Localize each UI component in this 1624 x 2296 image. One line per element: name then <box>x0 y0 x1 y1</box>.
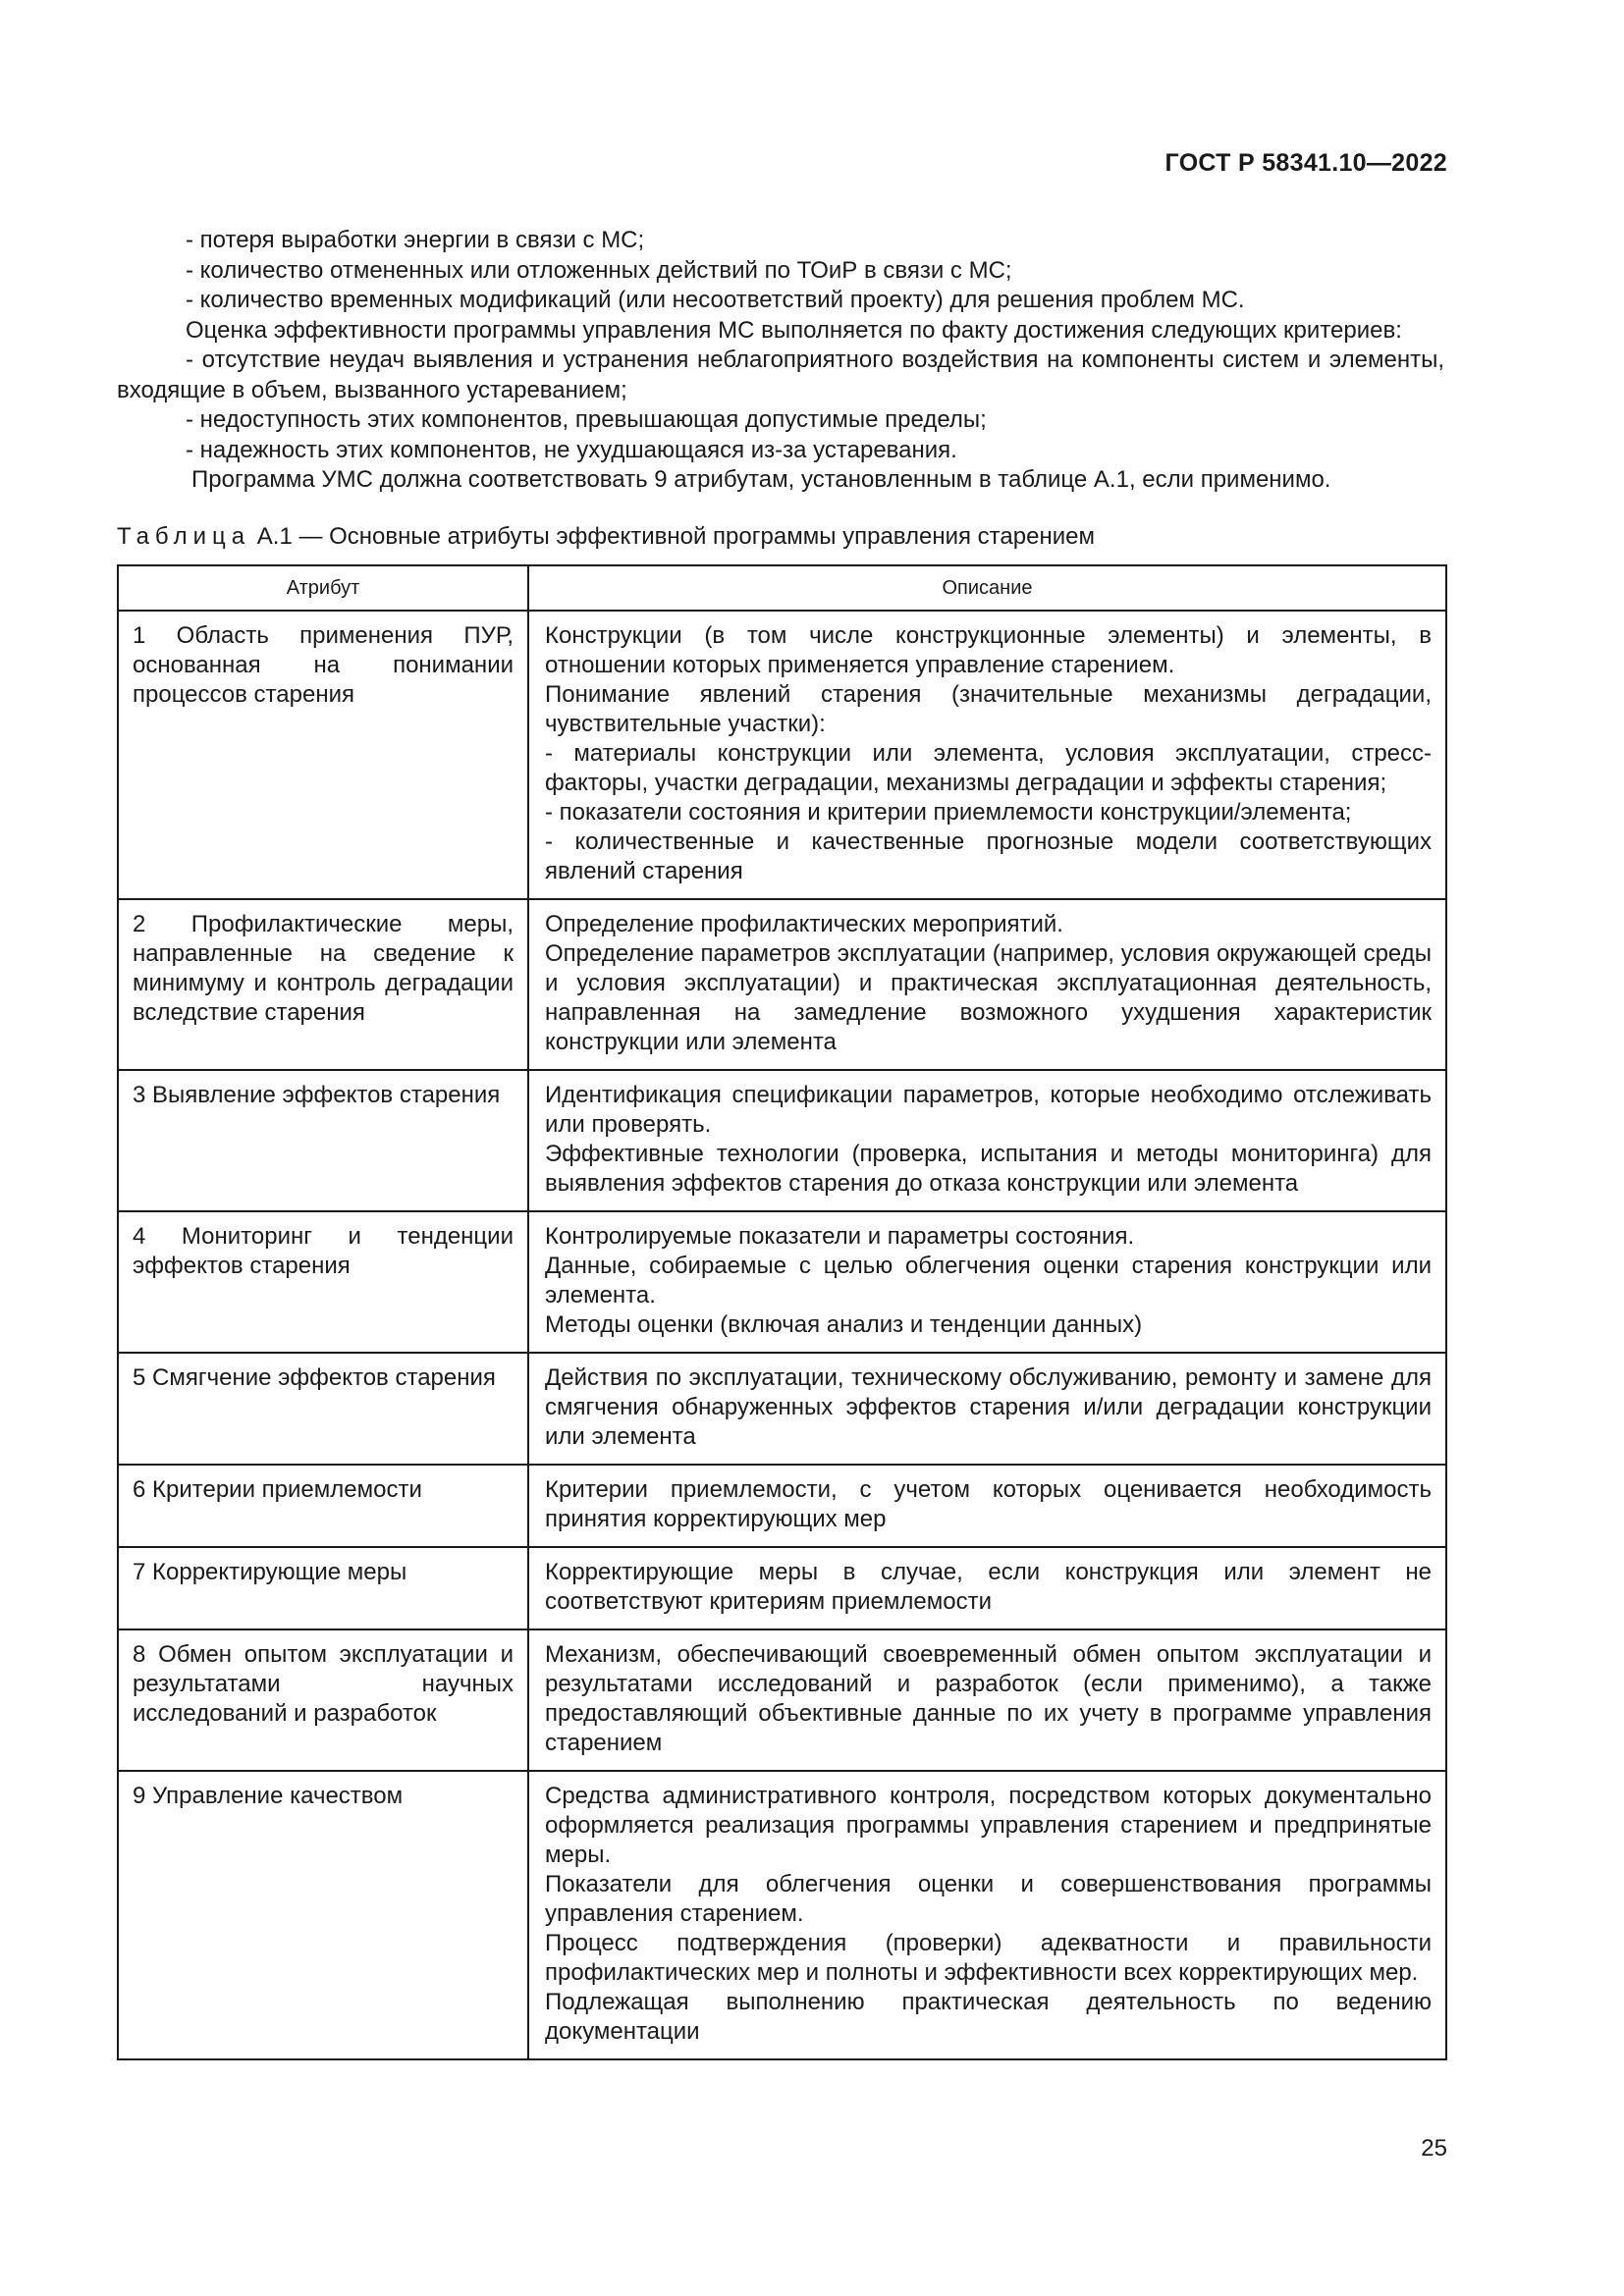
description-paragraph: - количественные и качественные прогнозные модели соответствующих явлений старения <box>545 828 1432 884</box>
description-paragraph: Эффективные технологии (проверка, испытания и методы мониторинга) для выявления эффектов старения до отказа конструкции или элемента <box>545 1141 1432 1197</box>
intro-paragraph: Программа УМС должна соответствовать 9 атрибутам, установленным в таблице А.1, если применимо. <box>191 466 1331 493</box>
intro-paragraph: - недоступность этих компонентов, превышающая допустимые пределы; <box>186 406 987 433</box>
description-paragraph: Идентификация спецификации параметров, которые необходимо отслеживать или проверять. <box>545 1082 1432 1138</box>
description-paragraph: Средства административного контроля, посредством которых документально оформляется реализация программы управления старением и предпринятые меры. <box>545 1783 1432 1868</box>
page-number: 25 <box>1421 2135 1447 2162</box>
description-paragraph: Подлежащая выполнению практическая деятельность по ведению документации <box>545 1989 1432 2045</box>
attribute-cell: 1 Область применения ПУР, основанная на понимании процессов старения <box>118 611 528 899</box>
attribute-cell: 9 Управление качеством <box>118 1771 528 2059</box>
description-cell <box>528 1070 1446 1211</box>
attribute-cell: 7 Корректирующие меры <box>118 1547 528 1629</box>
attributes-table <box>117 564 1447 2060</box>
table-row <box>118 1070 1446 1211</box>
description-cell <box>528 1547 1446 1629</box>
description-paragraph: Критерии приемлемости, с учетом которых оценивается необходимость принятия корректирующих мер <box>545 1476 1432 1532</box>
intro-text <box>117 226 1444 496</box>
attribute-cell: 6 Критерии приемлемости <box>118 1465 528 1547</box>
table-row <box>118 1771 1446 2059</box>
table-caption-text: А.1 — Основные атрибуты эффективной программы управления старением <box>250 523 1095 550</box>
table-row <box>118 1211 1446 1353</box>
description-paragraph: Контролируемые показатели и параметры состояния. <box>545 1223 1135 1250</box>
description-paragraph: Понимание явлений старения (значительные механизмы деградации, чувствительные участки): <box>545 681 1432 737</box>
table-caption-label: Таблица <box>117 523 251 550</box>
attribute-cell: 8 Обмен опытом эксплуатации и результатами научных исследований и разработок <box>118 1629 528 1771</box>
description-paragraph: Определение профилактических мероприятий. <box>545 911 1063 937</box>
table-row <box>118 1353 1446 1465</box>
description-paragraph: Конструкции (в том числе конструкционные элементы) и элементы, в отношении которых применяется управление старением. <box>545 622 1432 678</box>
intro-paragraph: - количество временных модификаций (или несоответствий проекту) для решения проблем МС. <box>186 287 1245 313</box>
intro-paragraph: - количество отмененных или отложенных действий по ТОиР в связи с МС; <box>186 256 1012 284</box>
document-code: ГОСТ Р 58341.10—2022 <box>1164 149 1447 177</box>
description-paragraph: Процесс подтверждения (проверки) адекватности и правильности профилактических мер и полноты и эффективности всех корректирующих мер. <box>545 1930 1432 1986</box>
table-row <box>118 611 1446 899</box>
description-cell <box>528 611 1446 899</box>
attribute-cell: 3 Выявление эффектов старения <box>118 1070 528 1211</box>
description-cell <box>528 1353 1446 1465</box>
table-caption <box>117 523 1095 551</box>
table-header-row <box>118 565 1446 611</box>
intro-paragraph: - потеря выработки энергии в связи с МС; <box>186 227 645 253</box>
description-cell <box>528 899 1446 1070</box>
description-paragraph: Показатели для облегчения оценки и совершенствования программы управления старением. <box>545 1871 1432 1927</box>
column-header-description: Описание <box>528 565 1446 611</box>
table-row <box>118 1547 1446 1629</box>
description-paragraph: - показатели состояния и критерии приемлемости конструкции/элемента; <box>545 799 1352 826</box>
description-paragraph: Механизм, обеспечивающий своевременный обмен опытом эксплуатации и результатами исследований и разработок (если применимо), а также предоставляющий объективные данные по их учету в программе управления старением <box>545 1641 1432 1756</box>
table-body <box>118 611 1446 2059</box>
column-header-attribute: Атрибут <box>118 565 528 611</box>
attribute-cell: 2 Профилактические меры, направленные на сведение к минимуму и контроль деградации вследствие старения <box>118 899 528 1070</box>
description-cell <box>528 1771 1446 2059</box>
description-paragraph: Определение параметров эксплуатации (например, условия окружающей среды и условия эксплуатации) и практическая эксплуатационная деятельность, направленная на замедление возможного ухудшения характеристик конструкции или элемента <box>545 940 1432 1055</box>
description-paragraph: Данные, собираемые с целью облегчения оценки старения конструкции или элемента. <box>545 1253 1432 1308</box>
description-paragraph: Корректирующие меры в случае, если конструкция или элемент не соответствуют критериям приемлемости <box>545 1559 1432 1615</box>
attribute-cell: 5 Смягчение эффектов старения <box>118 1353 528 1465</box>
table-row <box>118 1465 1446 1547</box>
table-row <box>118 1629 1446 1771</box>
intro-paragraph: Оценка эффективности программы управления МС выполняется по факту достижения следующих критериев: <box>186 316 1402 344</box>
description-paragraph: Методы оценки (включая анализ и тенденции данных) <box>545 1311 1143 1338</box>
intro-paragraph: - надежность этих компонентов, не ухудшающаяся из-за устаревания. <box>186 436 957 463</box>
description-paragraph: Действия по эксплуатации, техническому обслуживанию, ремонту и замене для смягчения обнаруженных эффектов старения и/или деградации конструкции или элемента <box>545 1364 1432 1450</box>
description-paragraph: - материалы конструкции или элемента, условия эксплуатации, стресс-факторы, участки деградации, механизмы деградации и эффекты старения; <box>545 740 1432 796</box>
table-row <box>118 899 1446 1070</box>
intro-paragraph: - отсутствие неудач выявления и устранения неблагоприятного воздействия на компоненты систем и элементы, входящие в объем, вызванного устареванием; <box>117 347 1444 403</box>
description-cell <box>528 1211 1446 1353</box>
attribute-cell: 4 Мониторинг и тенденции эффектов старения <box>118 1211 528 1353</box>
description-cell <box>528 1465 1446 1547</box>
description-cell <box>528 1629 1446 1771</box>
